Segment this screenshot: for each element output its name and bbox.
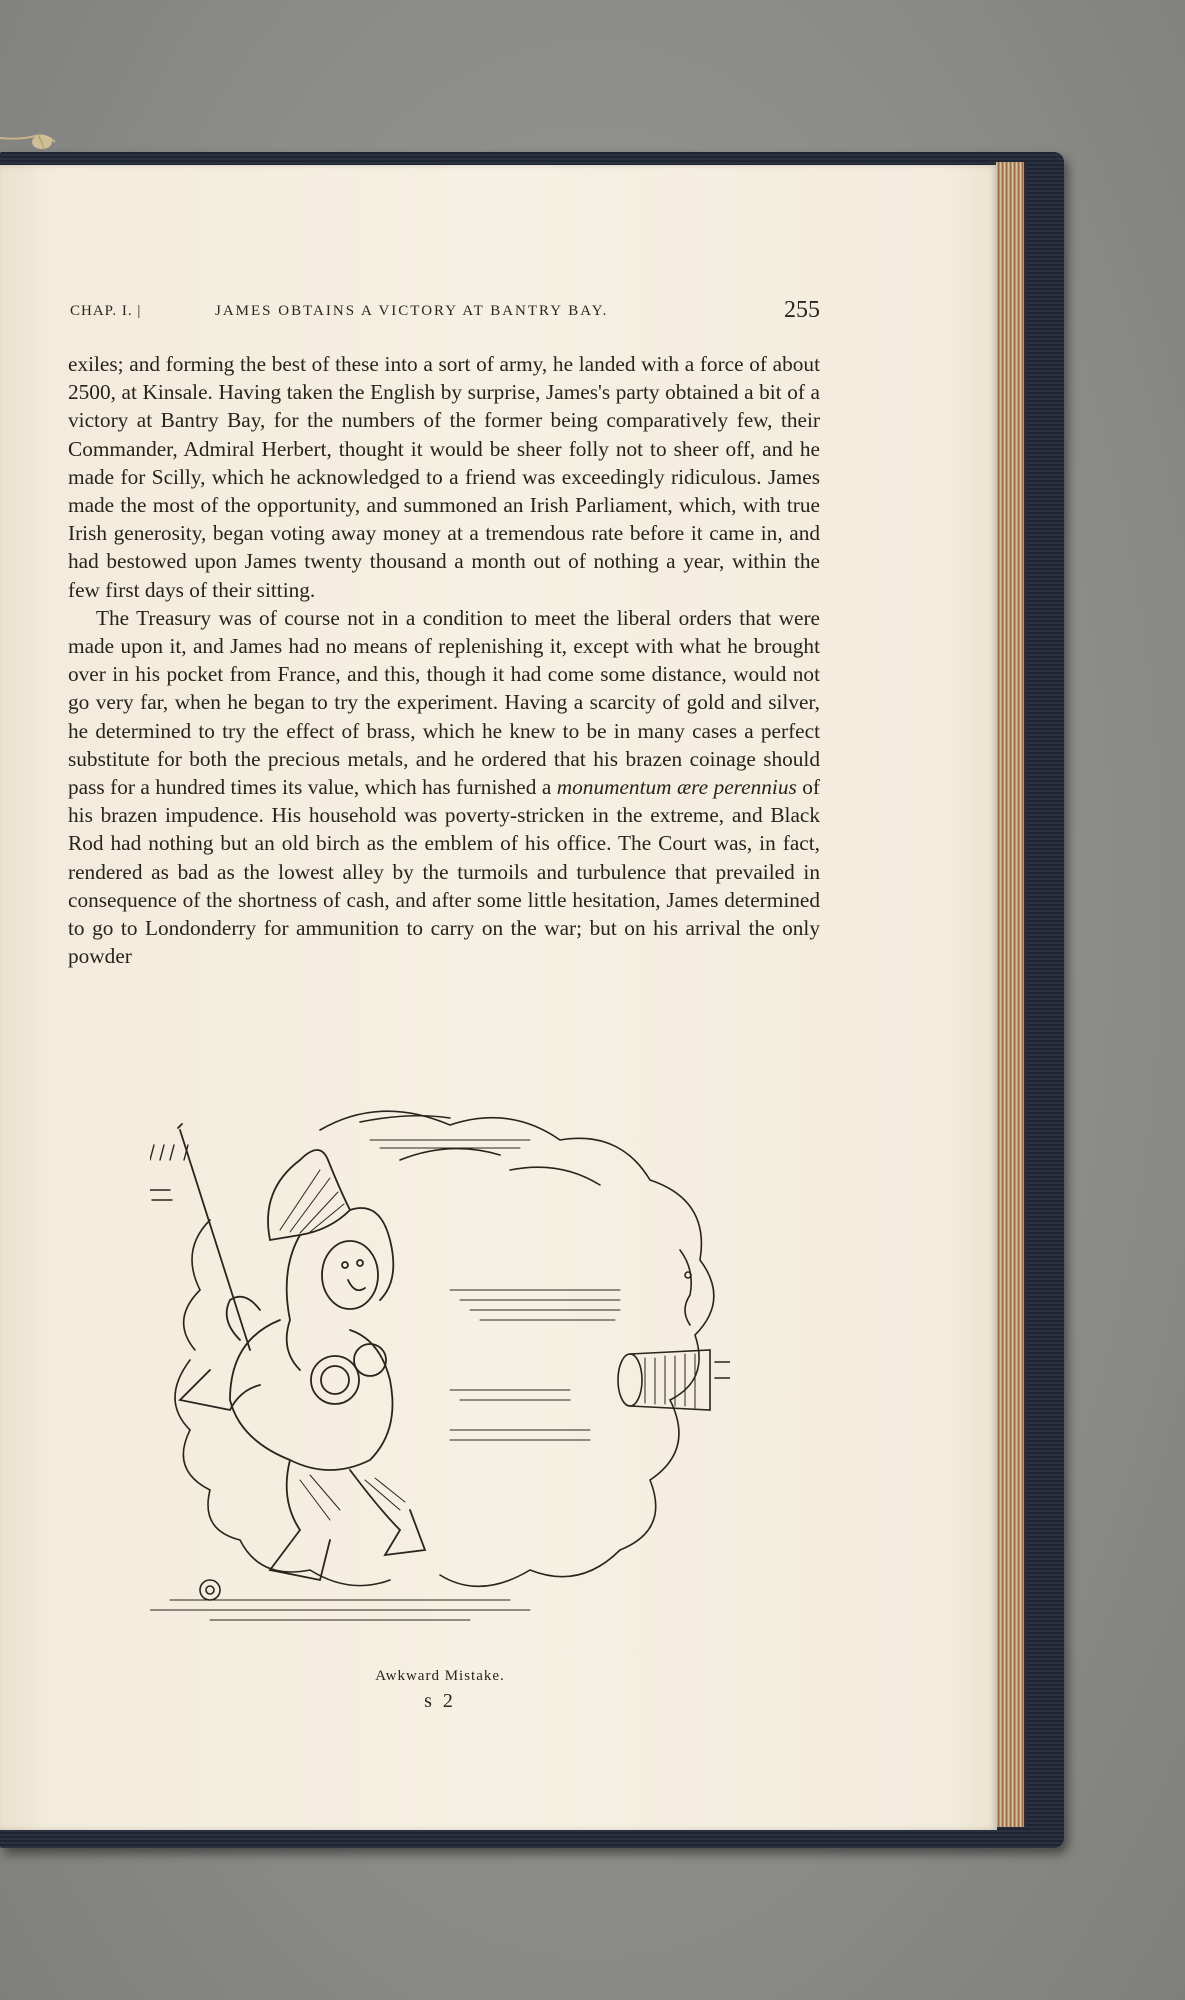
page-number: 255 xyxy=(784,297,820,323)
paragraph-text: The Treasury was of course not in a condition to meet the liberal orders that were made upon it, and James had no means of replenishing it, except with what he brought over in his pocket from France, and this, though it had come some distance, would not go very far, when he began to try the experiment. Having a scarcity of gold and silver, he determined to try the effect of brass, which he knew to be in many cases a perfect substitute for both the precious metals, and he ordered that his brazen coinage should pass for a hundred times its value, which has furnished a xyxy=(68,605,820,800)
body-text xyxy=(68,350,820,970)
paragraph xyxy=(68,604,820,971)
page-edges xyxy=(996,162,1026,1827)
cannon xyxy=(618,1350,730,1410)
signature-mark: s 2 xyxy=(424,1690,456,1712)
figure xyxy=(178,1124,425,1580)
engraving-illustration xyxy=(150,1100,730,1660)
paragraph-text: of his brazen impudence. His household was poverty-stricken in the extreme, and Black Rod had nothing but an old birch as the emblem of his office. The Court was, in fact, rendered as bad as the lowest alley by the turmoils and turbulence that prevailed in consequence of the shortness of cash, and after some little hesitation, James determined to go to Londonderry for ammunition to carry on the war; but on his arrival the only powder xyxy=(68,775,820,969)
illustration-caption: Awkward Mistake. xyxy=(375,1668,505,1684)
latin-phrase: monumentum ære perennius xyxy=(556,775,797,800)
running-header xyxy=(70,297,820,333)
smoke-cloud xyxy=(184,1220,210,1350)
paragraph: exiles; and forming the best of these into a sort of army, he landed with a force of about 2500, at Kinsale. Having taken the English by surprise, James's party obtained a bit of a victory at Bantry Bay, for the numbers of the former being comparatively few, their Commander, Admiral Herbert, thought it would be sheer folly not to sheer off, and he made for Scilly, which he acknowledged to a friend was exceedingly ridiculous. James made the most of the opportunity, and summoned an Irish Parliament, which, with true Irish generosity, began voting away money at a tremendous rate before it came in, and had bestowed upon James twenty thousand a month out of nothing a year, within the few first days of their sitting. xyxy=(68,352,820,602)
cannonball xyxy=(200,1580,220,1600)
chapter-label: CHAP. I. | xyxy=(70,303,142,319)
smoke-cloud xyxy=(320,1111,714,1586)
running-title: JAMES OBTAINS A VICTORY AT BANTRY BAY. xyxy=(215,303,609,319)
bookmark-thread-icon xyxy=(0,128,70,158)
smoke-cloud xyxy=(175,1360,390,1586)
